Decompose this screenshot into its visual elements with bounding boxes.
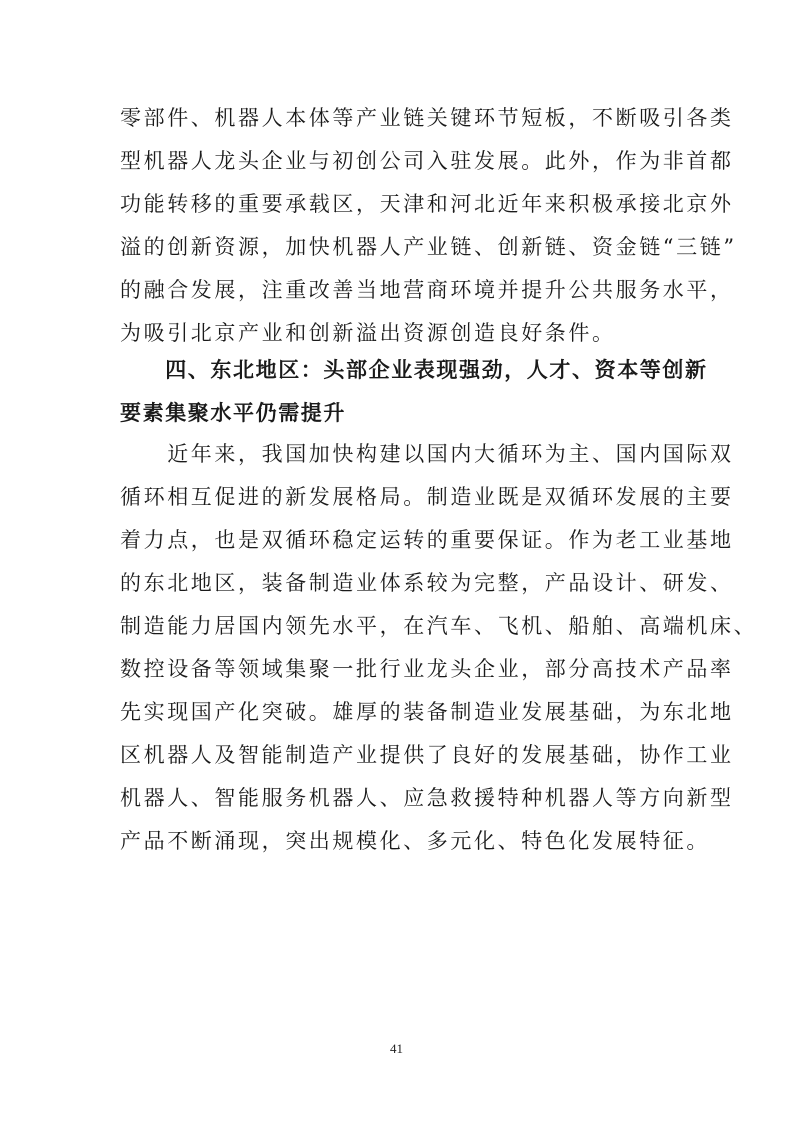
text-line: 的融合发展，注重改善当地营商环境并提升公共服务水平， [120,278,734,302]
text-line: 产品不断涌现，突出规模化、多元化、特色化发展特征。 [120,829,710,853]
text-line: 先实现国产化突破。雄厚的装备制造业发展基础，为东北地 [120,700,734,724]
text-line: 数控设备等领域集聚一批行业龙头企业，部分高技术产品率 [120,657,734,681]
text-line: 溢的创新资源，加快机器人产业链、创新链、资金链“三链” [120,235,737,259]
page-number: 41 [390,1041,403,1056]
section-heading-northeast [120,349,708,435]
text-line: 零部件、机器人本体等产业链关键环节短板，不断吸引各类 [120,106,734,130]
heading-line: 要素集聚水平仍需提升 [120,401,346,425]
text-line: 循环相互促进的新发展格局。制造业既是双循环发展的主要 [120,485,734,509]
text-line: 近年来，我国加快构建以国内大循环为主、国内国际双 [120,442,734,466]
text-line: 的东北地区，装备制造业体系较为完整，产品设计、研发、 [120,571,734,595]
text-line: 型机器人龙头企业与初创公司入驻发展。此外，作为非首都 [120,149,734,173]
text-line: 为吸引北京产业和创新溢出资源创造良好条件。 [120,321,616,345]
text-line: 区机器人及智能制造产业提供了良好的发展基础，协作工业 [120,743,734,767]
heading-line: 四、东北地区：头部企业表现强劲，人才、资本等创新 [120,358,708,382]
paragraph-beijing-tianjin-hebei [120,97,737,355]
paragraph-northeast [120,433,758,863]
text-line: 功能转移的重要承载区，天津和河北近年来积极承接北京外 [120,192,734,216]
text-line: 制造能力居国内领先水平，在汽车、飞机、船舶、高端机床、 [120,614,758,638]
text-line: 机器人、智能服务机器人、应急救援特种机器人等方向新型 [120,786,734,810]
text-line: 着力点，也是双循环稳定运转的重要保证。作为老工业基地 [120,528,734,552]
